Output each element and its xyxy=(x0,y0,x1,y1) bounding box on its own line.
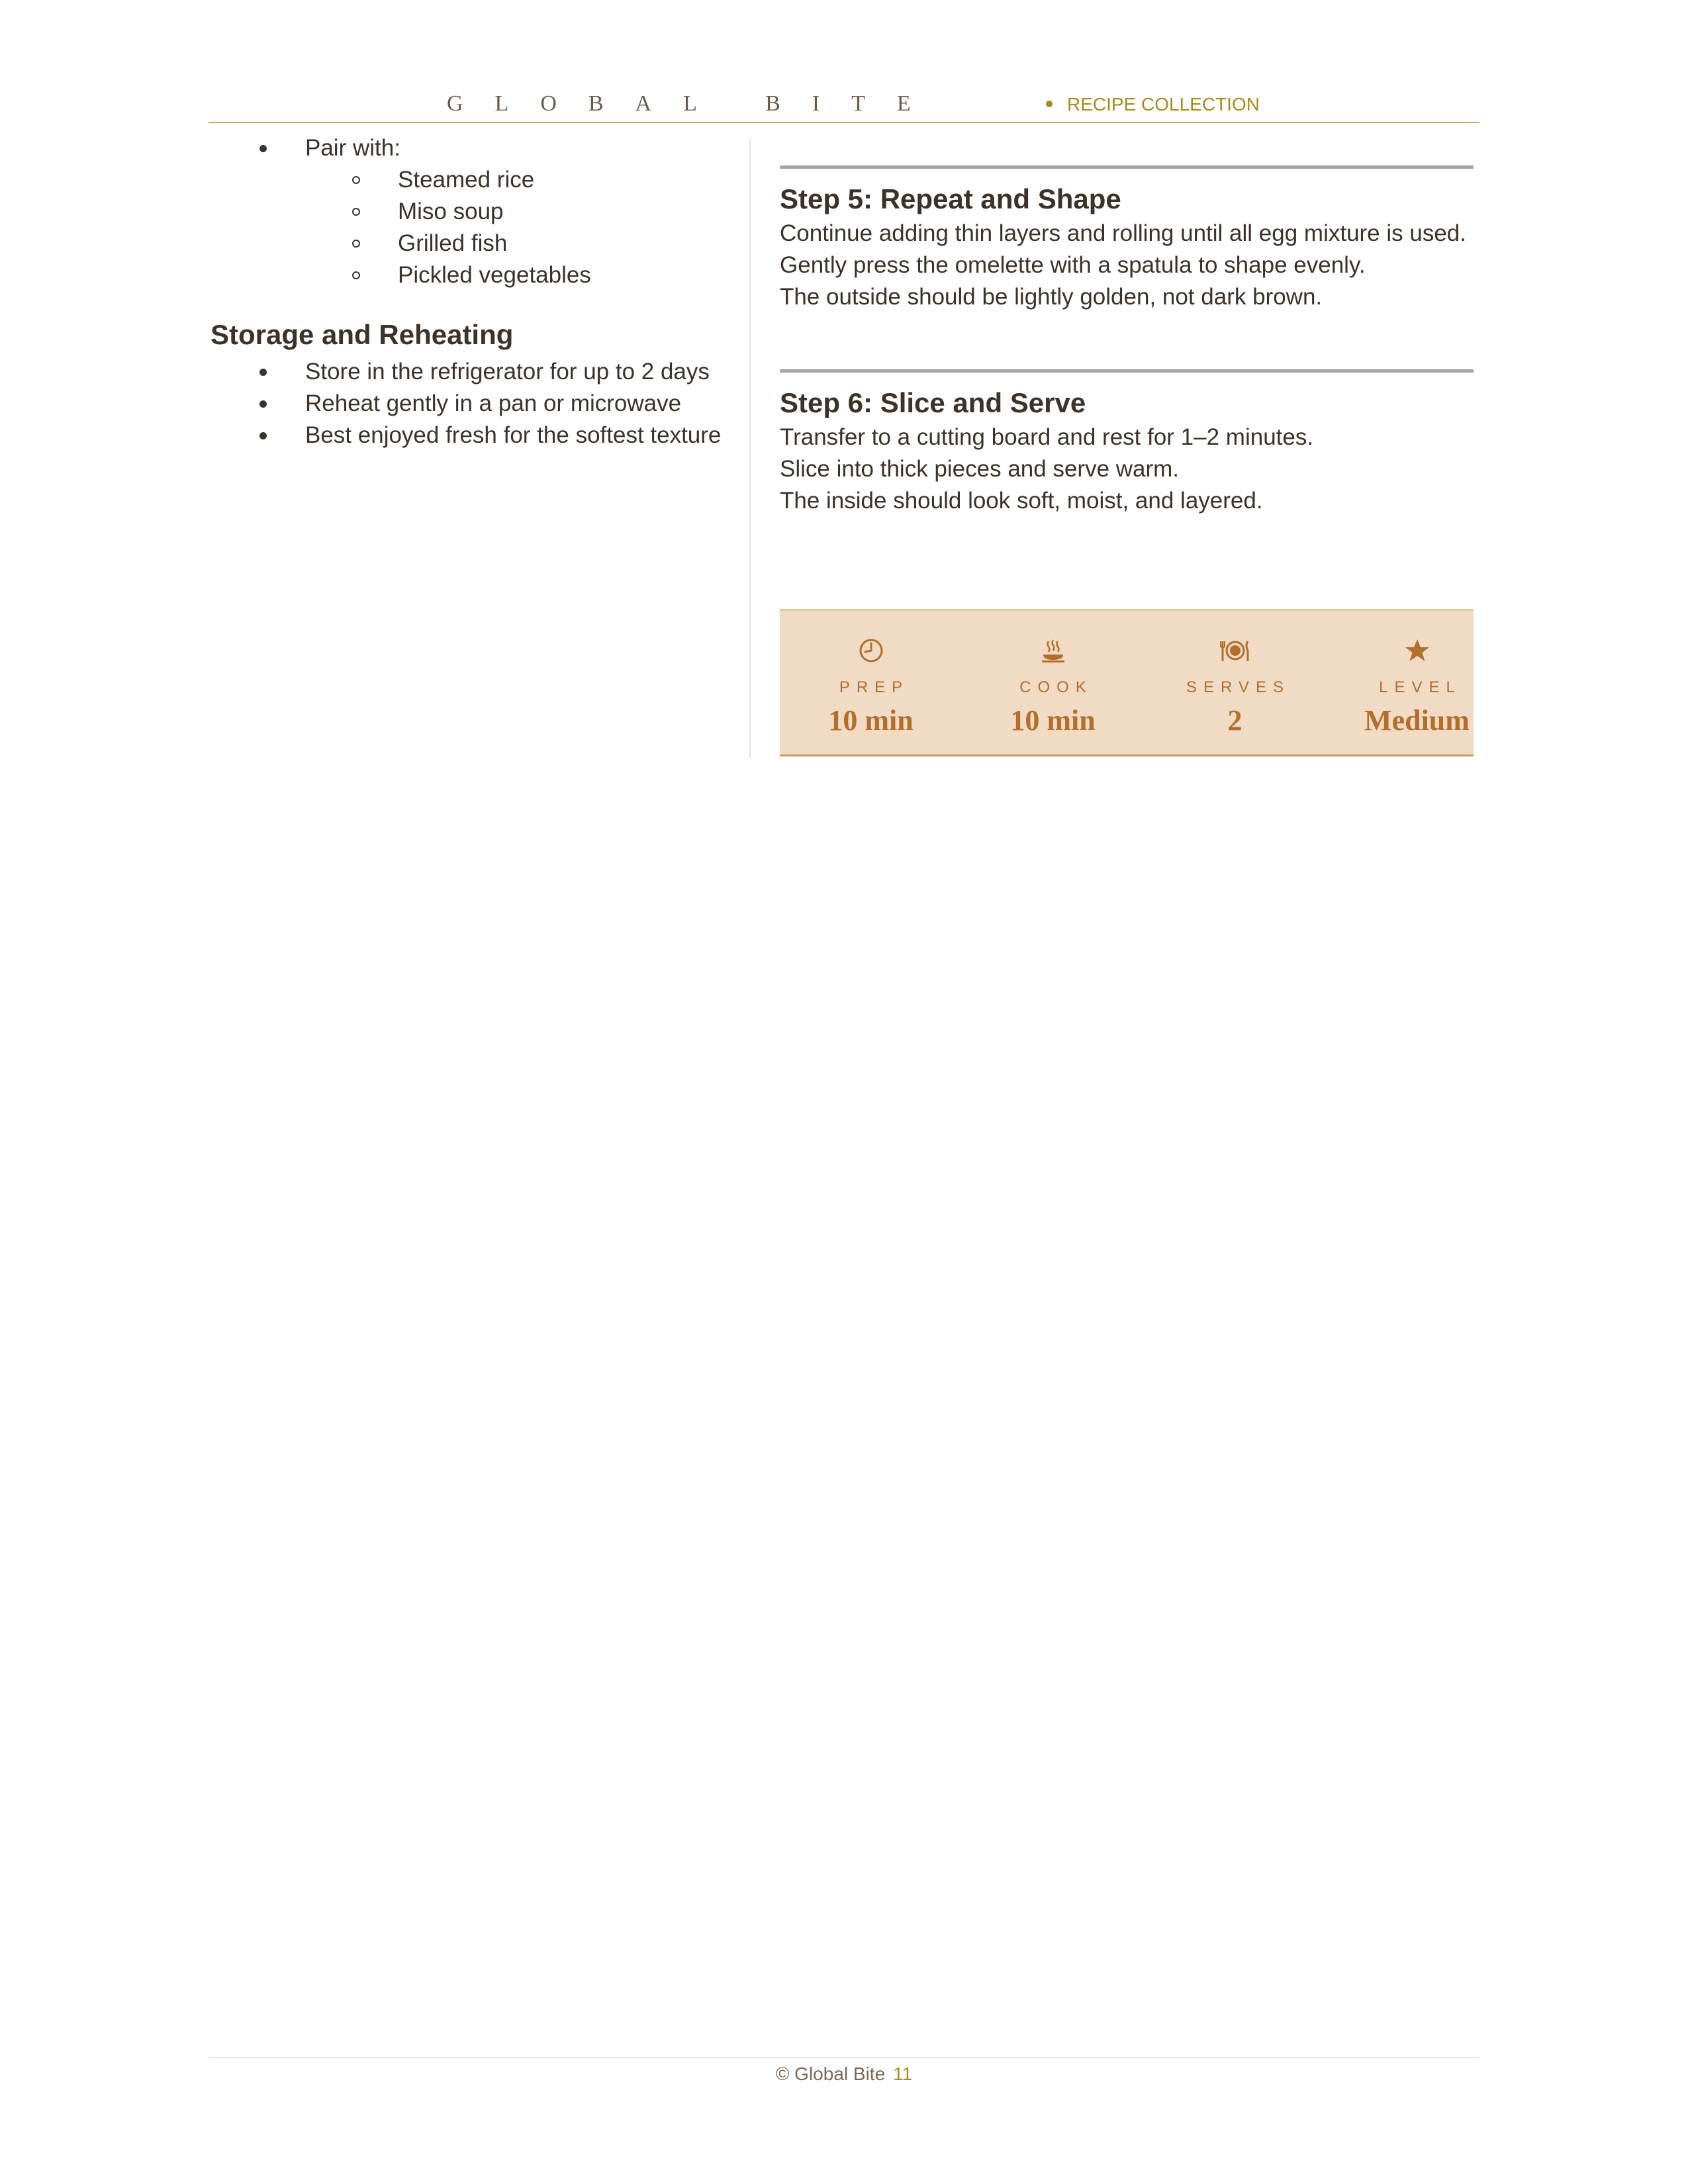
star-icon xyxy=(1326,636,1474,665)
column-divider xyxy=(749,139,751,758)
list-item xyxy=(209,132,731,291)
page-footer xyxy=(209,2057,1479,2085)
info-serves xyxy=(1144,611,1326,754)
step-text: Continue adding thin layers and rolling until all egg mixture is used. xyxy=(780,220,1466,246)
list-item: Reheat gently in a pan or microwave xyxy=(209,388,729,420)
info-label: COOK xyxy=(1019,678,1093,696)
info-label: PREP xyxy=(839,678,910,696)
list-item: Best enjoyed fresh for the softest texture xyxy=(209,420,729,451)
pairing-sublist xyxy=(305,164,731,291)
info-prep xyxy=(780,611,962,754)
right-column xyxy=(780,165,1474,517)
storage-list xyxy=(209,356,731,451)
info-cook xyxy=(962,611,1144,754)
collection-text: RECIPE COLLECTION xyxy=(1067,94,1260,114)
info-level xyxy=(1326,611,1474,754)
recipe-info-card xyxy=(780,609,1474,756)
list-item: Steamed rice xyxy=(209,164,731,196)
step-6 xyxy=(780,369,1474,517)
clock-icon xyxy=(780,636,962,665)
list-item: Pickled vegetables xyxy=(209,259,731,291)
list-item: Store in the refrigerator for up to 2 days xyxy=(209,356,729,388)
step-title: Step 6: Slice and Serve xyxy=(780,387,1086,418)
info-label: SERVES xyxy=(1186,678,1290,696)
step-text: The inside should look soft, moist, and layered. xyxy=(780,488,1263,514)
info-value: 10 min xyxy=(1010,704,1096,737)
page-header xyxy=(209,87,1479,123)
footer-copyright: © Global Bite xyxy=(775,2064,886,2084)
left-column xyxy=(209,132,731,451)
plate-utensils-icon xyxy=(1144,636,1326,665)
steaming-pot-icon xyxy=(962,636,1144,665)
list-item: Miso soup xyxy=(209,196,731,228)
storage-heading: Storage and Reheating xyxy=(211,319,514,350)
info-value: 10 min xyxy=(828,704,914,737)
brand-name: GLOBAL BITE xyxy=(447,91,943,116)
bullet-dot-icon xyxy=(1046,101,1053,107)
step-text: The outside should be lightly golden, not dark brown. xyxy=(780,284,1323,310)
step-text: Transfer to a cutting board and rest for 1–2 minutes. xyxy=(780,424,1314,450)
info-label: LEVEL xyxy=(1379,678,1462,696)
info-value: Medium xyxy=(1364,704,1470,737)
step-text: Slice into thick pieces and serve warm. xyxy=(780,456,1180,482)
pair-with-label: Pair with: xyxy=(305,135,400,161)
collection-label xyxy=(1046,94,1260,115)
pairing-list xyxy=(209,132,731,291)
info-value: 2 xyxy=(1227,704,1243,737)
step-title: Step 5: Repeat and Shape xyxy=(780,183,1121,214)
step-text: Gently press the omelette with a spatula to shape evenly. xyxy=(780,252,1366,278)
page-number: 11 xyxy=(893,2064,913,2084)
step-5 xyxy=(780,165,1474,313)
list-item: Grilled fish xyxy=(209,228,731,259)
